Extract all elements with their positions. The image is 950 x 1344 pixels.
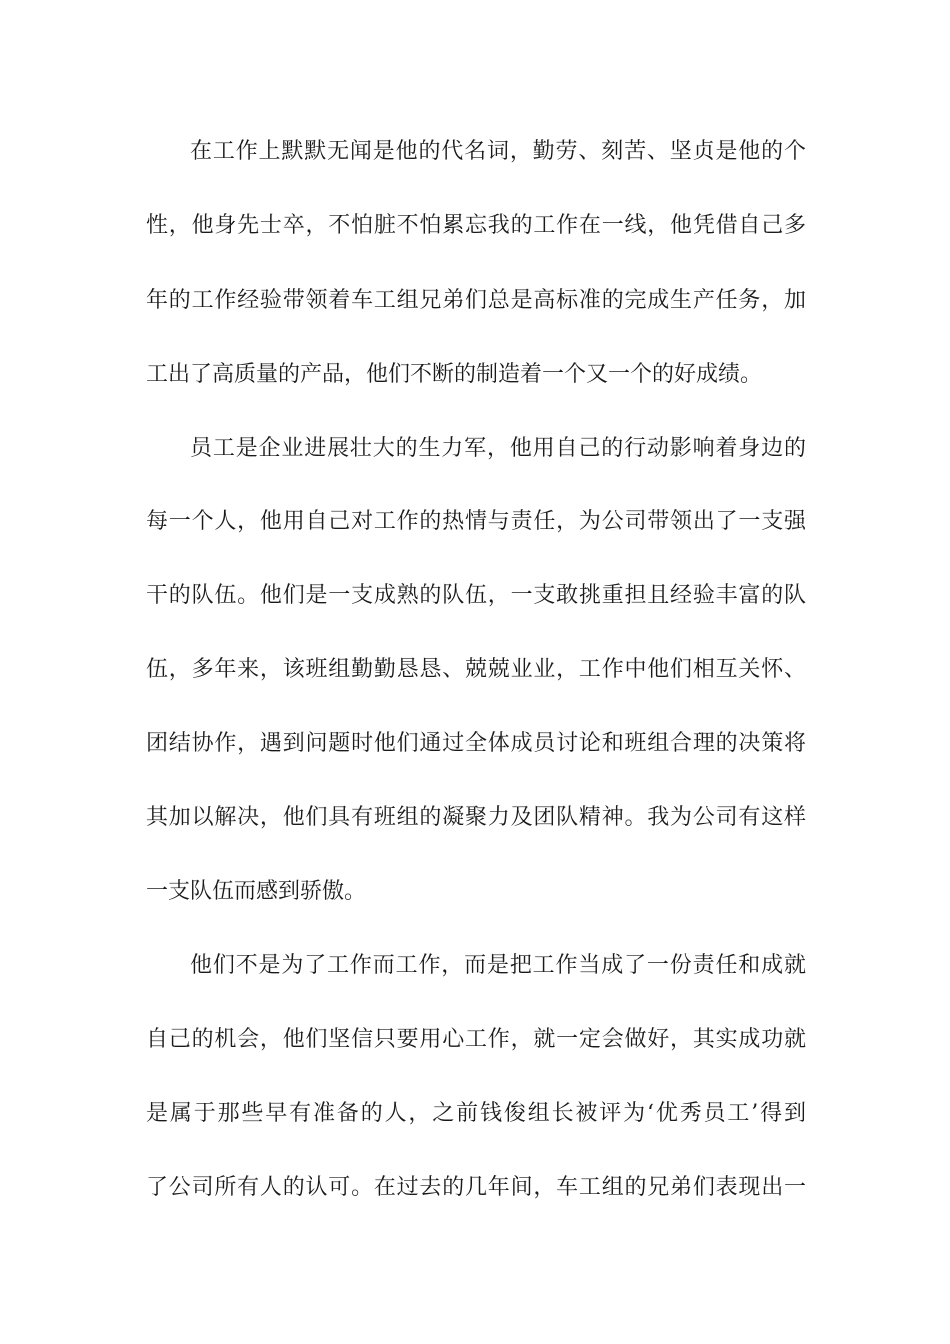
paragraph-2-line-4: 伍，多年来，该班组勤勤恳恳、兢兢业业，工作中他们相互关怀、	[146, 657, 806, 682]
paragraph-2-line-5: 团结协作，遇到问题时他们通过全体成员讨论和班组合理的决策将	[146, 731, 806, 756]
paragraph-1-line-2: 性，他身先士卒，不怕脏不怕累忘我的工作在一线，他凭借自己多	[146, 213, 806, 238]
paragraph-1-line-3: 年的工作经验带领着车工组兄弟们总是高标准的完成生产任务，加	[146, 288, 806, 313]
paragraph-2-line-7: 一支队伍而感到骄傲。	[146, 879, 367, 904]
paragraph-3-line-1: 他们不是为了工作而工作，而是把工作当成了一份责任和成就	[190, 953, 806, 978]
paragraph-2-line-1: 员工是企业进展壮大的生力军，他用自己的行动影响着身边的	[190, 436, 806, 461]
paragraph-1-line-4: 工出了高质量的产品，他们不断的制造着一个又一个的好成绩。	[146, 362, 763, 387]
paragraph-2-line-3: 干的队伍。他们是一支成熟的队伍，一支敢挑重担且经验丰富的队	[146, 583, 806, 608]
paragraph-1-line-1: 在工作上默默无闻是他的代名词，勤劳、刻苦、坚贞是他的个	[190, 139, 806, 164]
paragraph-2-line-2: 每一个人，他用自己对工作的热情与责任，为公司带领出了一支强	[146, 509, 806, 534]
paragraph-3-line-4: 了公司所有人的认可。在过去的几年间，车工组的兄弟们表现出一	[146, 1175, 806, 1200]
paragraph-3-line-3: 是属于那些早有准备的人，之前钱俊组长被评为‘优秀员工’得到	[146, 1101, 806, 1126]
paragraph-2-line-6: 其加以解决，他们具有班组的凝聚力及团队精神。我为公司有这样	[146, 805, 806, 830]
paragraph-3-line-2: 自己的机会，他们坚信只要用心工作，就一定会做好，其实成功就	[146, 1027, 806, 1052]
